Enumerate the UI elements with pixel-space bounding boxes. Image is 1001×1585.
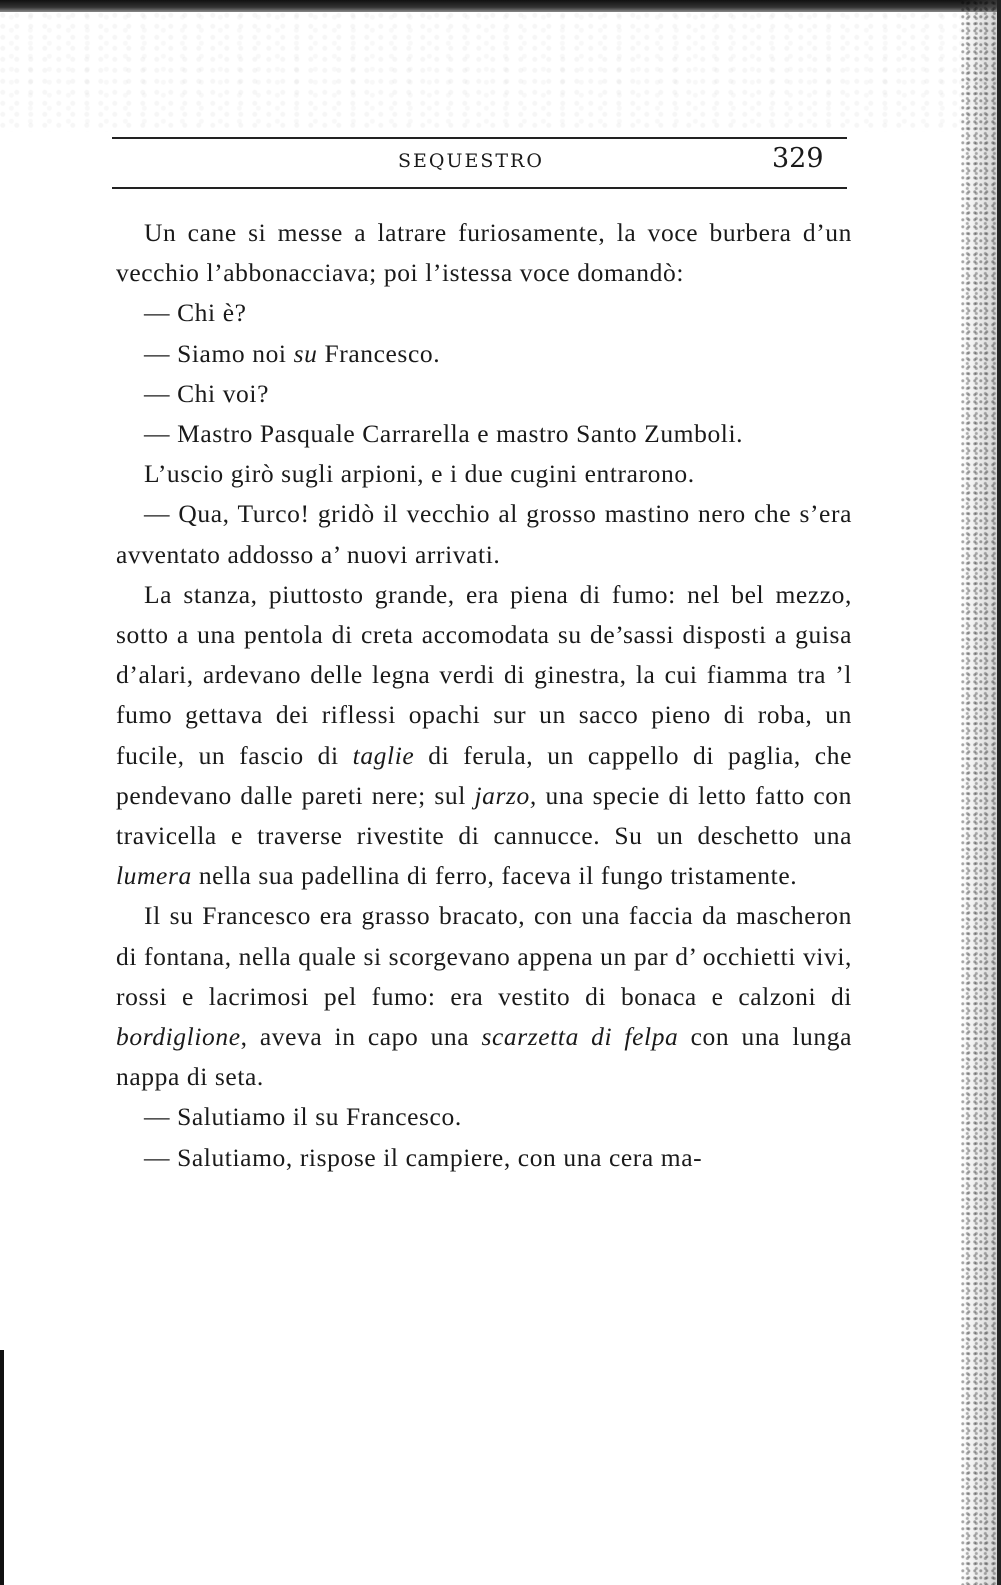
scan-right-margin	[961, 0, 1001, 1585]
italic-text: bordiglione	[116, 1022, 241, 1052]
italic-text: scarzetta di felpa	[481, 1022, 679, 1052]
text-run: — Chi voi?	[144, 378, 269, 408]
text-run: — Siamo noi	[144, 338, 294, 368]
paragraph	[116, 374, 852, 414]
paragraph	[116, 414, 852, 454]
paragraph	[116, 575, 852, 897]
text-run: — Salutiamo, rispose il campiere, con una cera ma-	[144, 1142, 703, 1172]
paragraph	[116, 1138, 852, 1178]
header-rule-top	[112, 137, 847, 139]
italic-text: su	[293, 338, 318, 368]
paragraph	[116, 896, 852, 1097]
text-run: L’uscio girò sugli arpioni, e i due cugini entrarono.	[144, 459, 695, 489]
text-run: nella sua padellina di ferro, faceva il fungo tristamente.	[191, 861, 798, 891]
italic-text: lumera	[116, 861, 192, 891]
text-run: — Chi è?	[144, 298, 247, 328]
scan-left-edge	[0, 1350, 4, 1585]
text-run: — Qua, Turco! gridò il vecchio al grosso mastino nero che s’era avventato addosso a’ nuovi arrivati.	[116, 499, 852, 569]
text-run: con una lunga nappa di seta.	[116, 1022, 852, 1092]
text-run: di ferula, un cappello di paglia, che pendevano dalle pareti nere; sul	[116, 740, 852, 810]
scan-noise	[0, 12, 1001, 132]
text-run: — Salutiamo il su Francesco.	[144, 1102, 462, 1132]
paragraph	[116, 494, 852, 574]
paragraph	[116, 334, 852, 374]
paragraph	[116, 213, 852, 293]
header-rule-bottom	[112, 187, 847, 189]
page-number: 329	[772, 143, 824, 174]
text-run: una specie di letto fatto con travicella e traverse rivestite di cannucce. Su un deschetto una	[116, 780, 852, 851]
paragraph	[116, 293, 852, 333]
text-run: Un cane si messe a latrare furiosamente, la voce burbera d’un vecchio l’abbonacciava; poi l’istessa voce domandò:	[116, 218, 852, 288]
running-head: SEQUESTRO	[398, 150, 544, 172]
text-run: , aveva in capo una	[240, 1022, 482, 1052]
text-run: Il su Francesco era grasso bracato, con una faccia da mascheron di fontana, nella quale si scorgevano appena un par d’ occhietti vivi, rossi e lacrimosi pel fumo: era vestito di bonaca e calzoni di	[116, 901, 852, 1011]
italic-text: taglie	[352, 740, 415, 770]
text-run: La stanza, piuttosto grande, era piena di fumo: nel bel mezzo, sotto a una pentola di creta accomodata su de’sassi disposti a guisa d’alari, ardevano delle legna verdi di ginestra, la cui fiamma tra ’l fumo gettava dei riflessi opachi sur un sacco pieno di roba, un fucile, un fascio di	[116, 579, 852, 770]
page-body-text	[116, 213, 852, 1178]
scan-right-edge	[997, 0, 1001, 1585]
scan-top-edge	[0, 0, 1001, 12]
italic-text: jarzo,	[474, 780, 537, 810]
text-run: Francesco.	[317, 338, 441, 368]
text-run: — Mastro Pasquale Carrarella e mastro Santo Zumboli.	[144, 419, 744, 449]
paragraph	[116, 454, 852, 494]
paragraph	[116, 1097, 852, 1137]
